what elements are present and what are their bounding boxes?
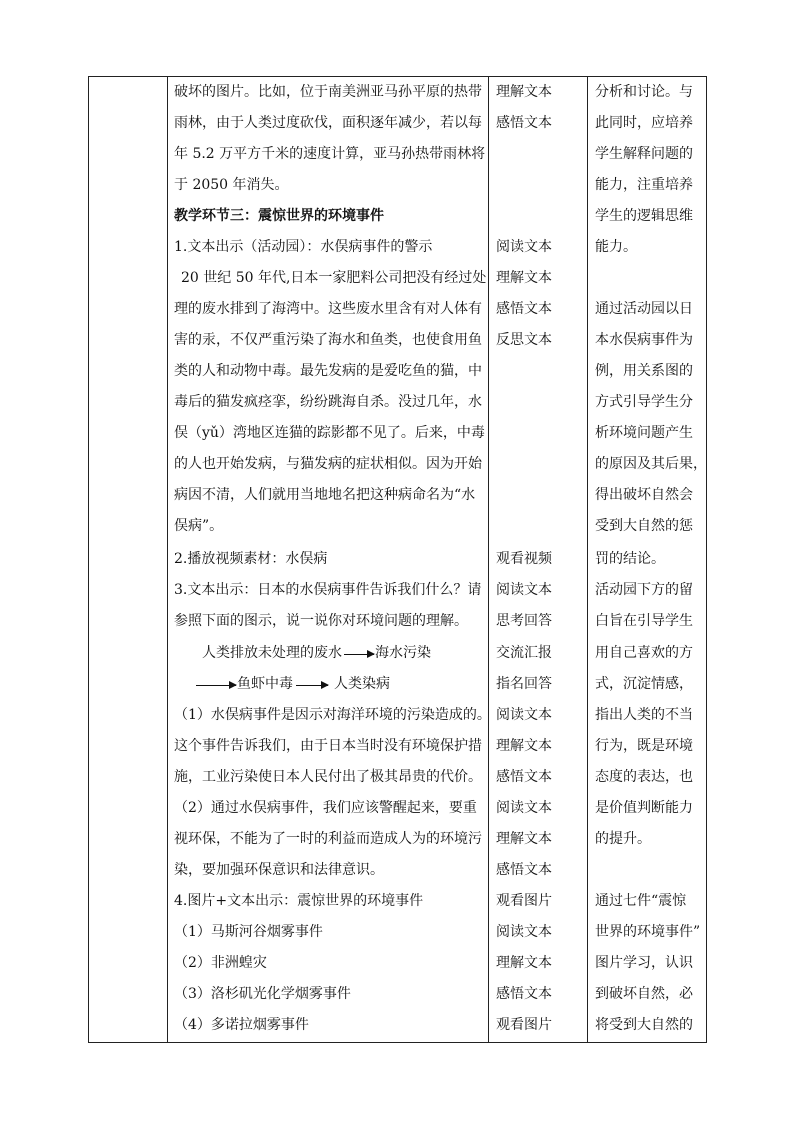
intent-line: 的提升。 <box>595 831 651 847</box>
activity-item: 理解文本 <box>496 955 552 971</box>
intent-line: 学生解释问题的 <box>595 146 693 162</box>
intent-line: 通过活动园以日 <box>595 301 693 317</box>
flow-arrow-icon <box>344 654 374 655</box>
content-line: 1.文本出示（活动园）：水俣病事件的警示 <box>174 239 433 255</box>
intent-line: 到破坏自然，必 <box>595 986 693 1002</box>
intent-line: 式，沉淀情感， <box>595 676 693 692</box>
content-line: 害的汞，不仅严重污染了海水和鱼类，也使食用鱼 <box>174 332 482 348</box>
flow-node-sea-pollution: 海水污染 <box>375 645 431 661</box>
content-line: 视环保，不能为了一时的利益而造成人为的环境污 <box>174 831 482 847</box>
content-line: 3.文本出示：日本的水俣病事件告诉我们什么？请 <box>174 582 482 598</box>
intent-line: 受到大自然的惩 <box>595 518 693 534</box>
intent-line: 白旨在引导学生 <box>595 613 693 629</box>
intent-line: 析环境问题产生 <box>595 425 693 441</box>
content-line: 于 2050 年消失。 <box>174 177 289 193</box>
content-line: 染，要加强环保意识和法律意识。 <box>174 862 384 878</box>
activity-item: 思考回答 <box>496 613 552 629</box>
content-line: 20 世纪 50 年代,日本一家肥料公司把没有经过处 <box>181 270 487 286</box>
intent-line: 此同时，应培养 <box>595 115 693 131</box>
content-line: （4）多诺拉烟雾事件 <box>174 1017 309 1033</box>
intent-line: 将受到大自然的 <box>595 1017 693 1033</box>
content-line: （2）非洲蝗灾 <box>174 955 267 971</box>
flow-node-wastewater: 人类排放未处理的废水 <box>202 645 342 661</box>
intent-line: 方式引导学生分 <box>595 394 693 410</box>
content-line: 的人也开始发病，与猫发病的症状相似。因为开始 <box>174 456 482 472</box>
content-line: 雨林，由于人类过度砍伐，面积逐年减少，若以每 <box>174 115 482 131</box>
activity-item: 感悟文本 <box>496 862 552 878</box>
activity-item: 交流汇报 <box>496 645 552 661</box>
activity-item: 感悟文本 <box>496 115 552 131</box>
activity-item: 观看图片 <box>496 1017 552 1033</box>
content-line: 年 5.2 万平方千米的速度计算，亚马孙热带雨林将 <box>174 146 486 162</box>
intent-line: 能力，注重培养 <box>595 177 693 193</box>
column-divider-1 <box>167 76 168 1043</box>
intent-line: 罚的结论。 <box>595 551 665 567</box>
activity-item: 感悟文本 <box>496 769 552 785</box>
activity-item: 阅读文本 <box>496 582 552 598</box>
intent-line: 行为，既是环境 <box>595 738 693 754</box>
content-line: （1）水俣病事件是因示对海洋环境的污染造成的。 <box>174 707 491 723</box>
intent-line: 用自己喜欢的方 <box>595 645 693 661</box>
content-line: 俣（yǔ）湾地区连猫的踪影都不见了。后来，中毒 <box>174 425 485 441</box>
intent-line: 通过七件“震惊 <box>595 893 687 909</box>
activity-item: 理解文本 <box>496 270 552 286</box>
table-border-right <box>706 76 707 1043</box>
activity-item: 指名回答 <box>496 676 552 692</box>
activity-item: 观看视频 <box>496 551 552 567</box>
intent-line: 指出人类的不当 <box>595 707 693 723</box>
activity-item: 感悟文本 <box>496 301 552 317</box>
content-line: 2.播放视频素材：水俣病 <box>174 551 328 567</box>
activity-item: 阅读文本 <box>496 800 552 816</box>
flow-node-human-disease: 人类染病 <box>334 676 390 692</box>
activity-item: 观看图片 <box>496 893 552 909</box>
activity-item: 阅读文本 <box>496 239 552 255</box>
content-line: 俣病”。 <box>174 518 224 534</box>
activity-item: 理解文本 <box>496 738 552 754</box>
content-line: （1）马斯河谷烟雾事件 <box>174 924 323 940</box>
column-divider-2 <box>488 76 489 1043</box>
intent-line: 图片学习，认识 <box>595 955 693 971</box>
intent-line: 活动园下方的留 <box>595 582 693 598</box>
content-line: 4.图片+文本出示：震惊世界的环境事件 <box>174 893 424 909</box>
section-heading: 教学环节三：震惊世界的环境事件 <box>174 208 384 224</box>
flow-arrow-icon <box>196 685 236 686</box>
intent-line: 世界的环境事件” <box>595 924 701 940</box>
column-divider-3 <box>587 76 588 1043</box>
intent-line: 学生的逻辑思维 <box>595 208 693 224</box>
intent-line: 例，用关系图的 <box>595 363 693 379</box>
content-line: 参照下面的图示，说一说你对环境问题的理解。 <box>174 613 468 629</box>
content-line: 理的废水排到了海湾中。这些废水里含有对人体有 <box>174 301 482 317</box>
intent-line: 本水俣病事件为 <box>595 332 693 348</box>
intent-line: 的原因及其后果， <box>595 456 707 472</box>
table-border-bottom <box>88 1042 707 1043</box>
content-line: 病因不清，人们就用当地地名把这种病命名为“水 <box>174 487 476 503</box>
intent-line: 分析和讨论。与 <box>595 84 693 100</box>
content-line: （3）洛杉矶光化学烟雾事件 <box>174 986 351 1002</box>
activity-item: 理解文本 <box>496 84 552 100</box>
content-line: 毒后的猫发疯痉挛，纷纷跳海自杀。没过几年，水 <box>174 394 482 410</box>
table-border-left <box>88 76 89 1043</box>
intent-line: 态度的表达，也 <box>595 769 693 785</box>
activity-item: 阅读文本 <box>496 707 552 723</box>
flow-node-fish-poisoning: 鱼虾中毒 <box>237 676 293 692</box>
intent-line: 得出破坏自然会 <box>595 487 693 503</box>
activity-item: 理解文本 <box>496 831 552 847</box>
flow-arrow-icon <box>296 685 328 686</box>
content-line: 类的人和动物中毒。最先发病的是爱吃鱼的猫，中 <box>174 363 482 379</box>
intent-line: 是价值判断能力 <box>595 800 693 816</box>
content-line: （2）通过水俣病事件，我们应该警醒起来，要重 <box>174 800 477 816</box>
activity-item: 阅读文本 <box>496 924 552 940</box>
intent-line: 能力。 <box>595 239 637 255</box>
activity-item: 反思文本 <box>496 332 552 348</box>
content-line: 施，工业污染使日本人民付出了极其昂贵的代价。 <box>174 769 482 785</box>
content-line: 这个事件告诉我们，由于日本当时没有环境保护措 <box>174 738 482 754</box>
activity-item: 感悟文本 <box>496 986 552 1002</box>
content-line: 破坏的图片。比如，位于南美洲亚马孙平原的热带 <box>174 84 482 100</box>
